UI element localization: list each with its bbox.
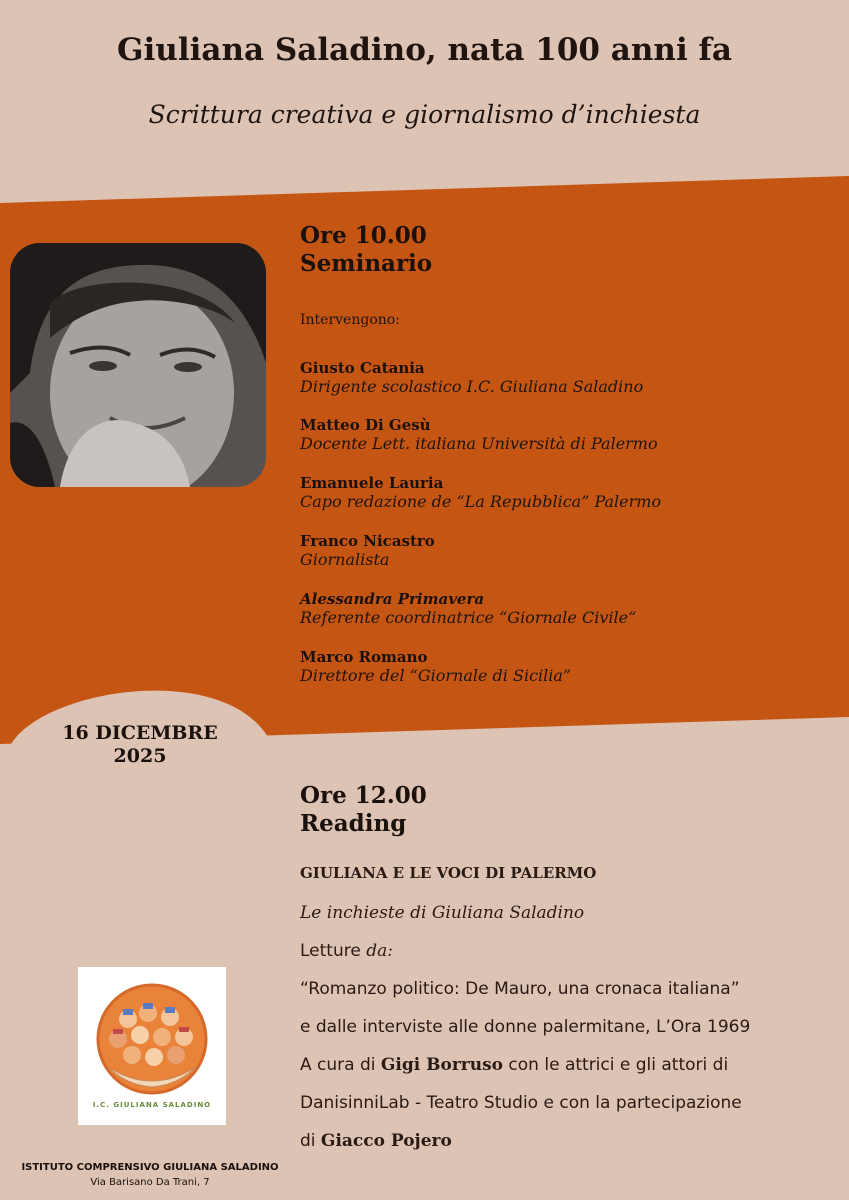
school-logo	[78, 967, 226, 1125]
reading-line-1: “Romanzo politico: De Mauro, una cronaca italiana”	[300, 979, 740, 999]
seminar-time: Ore 10.00	[300, 222, 427, 249]
reading-line-4: DanisinniLab - Teatro Studio e con la partecipazione	[300, 1093, 742, 1113]
speaker-item	[300, 532, 435, 569]
reading-letture	[300, 932, 845, 970]
speaker-role: Direttore del “Giornale di Sicilia”	[300, 666, 572, 685]
reading-cura	[300, 1046, 845, 1084]
di-prefix: di	[300, 1131, 321, 1151]
speaker-item	[300, 416, 658, 453]
letture-prefix: Letture	[300, 941, 367, 961]
speakers-intro: Intervengono:	[300, 312, 400, 328]
reading-di	[300, 1122, 845, 1160]
speaker-name: Emanuele Lauria	[300, 474, 444, 492]
page-title: Giuliana Saladino, nata 100 anni fa	[117, 32, 732, 68]
speaker-role: Dirigente scolastico I.C. Giuliana Saladino	[300, 377, 644, 396]
speaker-name: Alessandra Primavera	[300, 590, 485, 608]
portrait-photo	[10, 243, 266, 487]
speaker-name: Giusto Catania	[300, 359, 425, 377]
speaker-role: Docente Lett. italiana Università di Palermo	[300, 434, 658, 453]
speaker-role: Giornalista	[300, 550, 390, 569]
school-name: ISTITUTO COMPRENSIVO GIULIANA SALADINO	[21, 1162, 279, 1173]
speaker-name: Franco Nicastro	[300, 532, 435, 550]
reading-time: Ore 12.00	[300, 782, 427, 809]
reading-line-2: e dalle interviste alle donne palermitane, L’Ora 1969	[300, 1017, 751, 1037]
speaker-name: Matteo Di Gesù	[300, 416, 431, 434]
reading-details	[300, 862, 845, 1160]
school-address: Via Barisano Da Trani, 7	[90, 1177, 210, 1188]
reading-subtitle: Le inchieste di Giuliana Saladino	[300, 903, 585, 923]
speaker-item	[300, 474, 661, 511]
seminar-label: Seminario	[300, 250, 433, 277]
svg-text:I.C. GIULIANA SALADINO: I.C. GIULIANA SALADINO	[92, 1101, 212, 1109]
di-name: Giacco Pojero	[320, 1131, 452, 1151]
speaker-role: Capo redazione de “La Repubblica” Palermo	[300, 492, 662, 511]
speaker-item	[300, 590, 636, 627]
page-subtitle: Scrittura creativa e giornalismo d’inchiesta	[148, 100, 701, 129]
reading-title: GIULIANA E LE VOCI DI PALERMO	[300, 864, 597, 882]
school-info	[0, 1160, 300, 1190]
speaker-item	[300, 648, 571, 685]
event-date-year: 2025	[113, 745, 167, 767]
cura-suffix: con le attrici e gli attori di	[503, 1055, 729, 1075]
speaker-role: Referente coordinatrice “Giornale Civile“	[300, 608, 637, 627]
speaker-name: Marco Romano	[300, 648, 428, 666]
letture-da: da:	[366, 941, 393, 961]
reading-heading	[300, 782, 427, 838]
speaker-item	[300, 359, 643, 396]
cura-prefix: A cura di	[300, 1055, 381, 1075]
seminar-heading	[300, 222, 432, 278]
cura-name: Gigi Borruso	[380, 1055, 504, 1075]
event-date-day: 16 DICEMBRE	[62, 722, 218, 744]
reading-label: Reading	[300, 810, 407, 837]
event-date	[30, 722, 250, 768]
